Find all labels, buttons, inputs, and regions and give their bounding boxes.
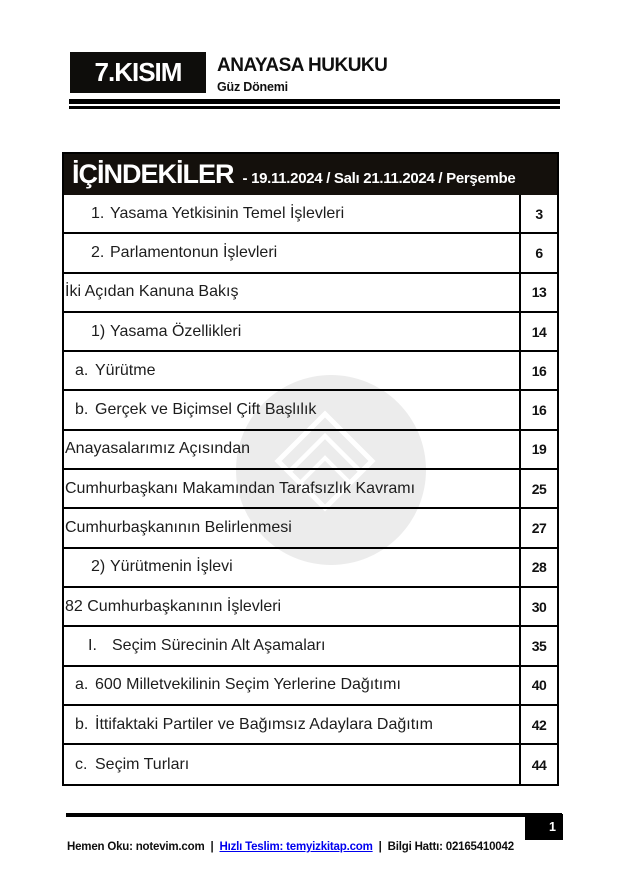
part-badge-label: 7.KISIM bbox=[94, 57, 182, 87]
toc-entry-title bbox=[64, 667, 519, 704]
term-label: Güz Dönemi bbox=[217, 80, 288, 94]
toc-entry-title bbox=[64, 352, 519, 389]
toc-entry-label: Cumhurbaşkanının Belirlenmesi bbox=[65, 519, 292, 537]
toc-entry-page: 42 bbox=[519, 706, 557, 743]
toc-row bbox=[64, 627, 557, 666]
toc-entry-marker: b. bbox=[75, 715, 89, 733]
toc-entry-title bbox=[64, 391, 519, 428]
toc-entry-marker: 2. bbox=[91, 243, 105, 261]
toc-entry-title bbox=[64, 549, 519, 586]
toc-row bbox=[64, 391, 557, 430]
toc-entry-marker: b. bbox=[75, 401, 89, 419]
toc-entry-page: 40 bbox=[519, 667, 557, 704]
toc-entry-title bbox=[64, 431, 519, 468]
toc-entry-label: Gerçek ve Biçimsel Çift Başlılık bbox=[95, 401, 317, 419]
toc-entry-label: Anayasalarımız Açısından bbox=[65, 440, 250, 458]
toc-entry-marker: a. bbox=[75, 676, 89, 694]
toc-rows bbox=[64, 195, 557, 784]
footer-info bbox=[67, 841, 514, 853]
toc-entry-page: 28 bbox=[519, 549, 557, 586]
toc-row bbox=[64, 509, 557, 548]
toc-entry-marker: c. bbox=[75, 755, 88, 773]
toc-entry-marker: 1) bbox=[91, 322, 106, 340]
toc-entry-title bbox=[64, 274, 519, 311]
toc-entry-page: 35 bbox=[519, 627, 557, 664]
toc-entry-title bbox=[64, 313, 519, 350]
header-divider bbox=[69, 99, 560, 109]
toc-entry-marker: 1. bbox=[91, 204, 105, 222]
toc-entry-page: 19 bbox=[519, 431, 557, 468]
footer-read-label: Hemen Oku: notevim.com bbox=[67, 841, 205, 853]
toc-entry-title bbox=[64, 234, 519, 271]
toc-row bbox=[64, 431, 557, 470]
toc-table bbox=[62, 152, 559, 786]
toc-row bbox=[64, 352, 557, 391]
toc-entry-label: Yasama Yetkisinin Temel İşlevleri bbox=[110, 204, 345, 222]
toc-entry-label: 82 Cumhurbaşkanının İşlevleri bbox=[65, 597, 282, 615]
toc-entry-title bbox=[64, 588, 519, 625]
page-number: 1 bbox=[549, 820, 556, 834]
toc-entry-label: Yasama Özellikleri bbox=[110, 322, 242, 340]
toc-row bbox=[64, 549, 557, 588]
toc-entry-label: İki Açıdan Kanuna Bakış bbox=[65, 283, 239, 301]
toc-row bbox=[64, 667, 557, 706]
toc-entry-label: Seçim Sürecinin Alt Aşamaları bbox=[112, 636, 326, 654]
toc-entry-title bbox=[64, 745, 519, 784]
toc-entry-page: 44 bbox=[519, 745, 557, 784]
toc-entry-page: 14 bbox=[519, 313, 557, 350]
footer-phone-label: Bilgi Hattı: 02165410042 bbox=[387, 841, 514, 853]
toc-entry-label: İttifaktaki Partiler ve Bağımsız Adaylara Dağıtım bbox=[95, 715, 433, 733]
course-title: ANAYASA HUKUKU bbox=[217, 55, 388, 76]
toc-row bbox=[64, 588, 557, 627]
footer-separator: | bbox=[378, 841, 382, 853]
toc-header bbox=[64, 154, 557, 195]
toc-entry-marker: 2) bbox=[91, 558, 106, 576]
footer-separator: | bbox=[210, 841, 214, 853]
toc-entry-page: 16 bbox=[519, 391, 557, 428]
toc-entry-title bbox=[64, 509, 519, 546]
toc-row bbox=[64, 313, 557, 352]
toc-entry-label: Yürütme bbox=[95, 361, 156, 379]
toc-title: İÇİNDEKİLER bbox=[72, 159, 234, 189]
toc-entry-title bbox=[64, 627, 519, 664]
toc-entry-page: 3 bbox=[519, 195, 557, 232]
toc-entry-page: 13 bbox=[519, 274, 557, 311]
delivery-link[interactable]: Hızlı Teslim: temyizkitap.com bbox=[219, 841, 373, 853]
toc-row bbox=[64, 706, 557, 745]
toc-entry-page: 27 bbox=[519, 509, 557, 546]
toc-entry-title bbox=[64, 706, 519, 743]
toc-entry-page: 6 bbox=[519, 234, 557, 271]
toc-entry-label: Seçim Turları bbox=[95, 755, 190, 773]
toc-row bbox=[64, 234, 557, 273]
toc-entry-page: 30 bbox=[519, 588, 557, 625]
page-number-badge bbox=[525, 814, 563, 840]
toc-dates: - 19.11.2024 / Salı 21.11.2024 / Perşembe bbox=[242, 170, 516, 187]
toc-entry-marker: I. bbox=[88, 636, 97, 654]
toc-entry-page: 16 bbox=[519, 352, 557, 389]
toc-row bbox=[64, 195, 557, 234]
toc-row bbox=[64, 745, 557, 784]
toc-entry-label: Yürütmenin İşlevi bbox=[110, 558, 233, 576]
toc-entry-label: 600 Milletvekilinin Seçim Yerlerine Dağıtımı bbox=[95, 676, 401, 694]
toc-entry-label: Parlamentonun İşlevleri bbox=[110, 243, 278, 261]
part-badge bbox=[70, 52, 206, 93]
toc-entry-marker: a. bbox=[75, 361, 89, 379]
toc-entry-title bbox=[64, 195, 519, 232]
course-header bbox=[217, 56, 387, 94]
toc-entry-title bbox=[64, 470, 519, 507]
toc-entry-label: Cumhurbaşkanı Makamından Tarafsızlık Kavramı bbox=[65, 479, 416, 497]
toc-row bbox=[64, 470, 557, 509]
toc-row bbox=[64, 274, 557, 313]
toc-entry-page: 25 bbox=[519, 470, 557, 507]
footer-divider bbox=[66, 813, 562, 817]
